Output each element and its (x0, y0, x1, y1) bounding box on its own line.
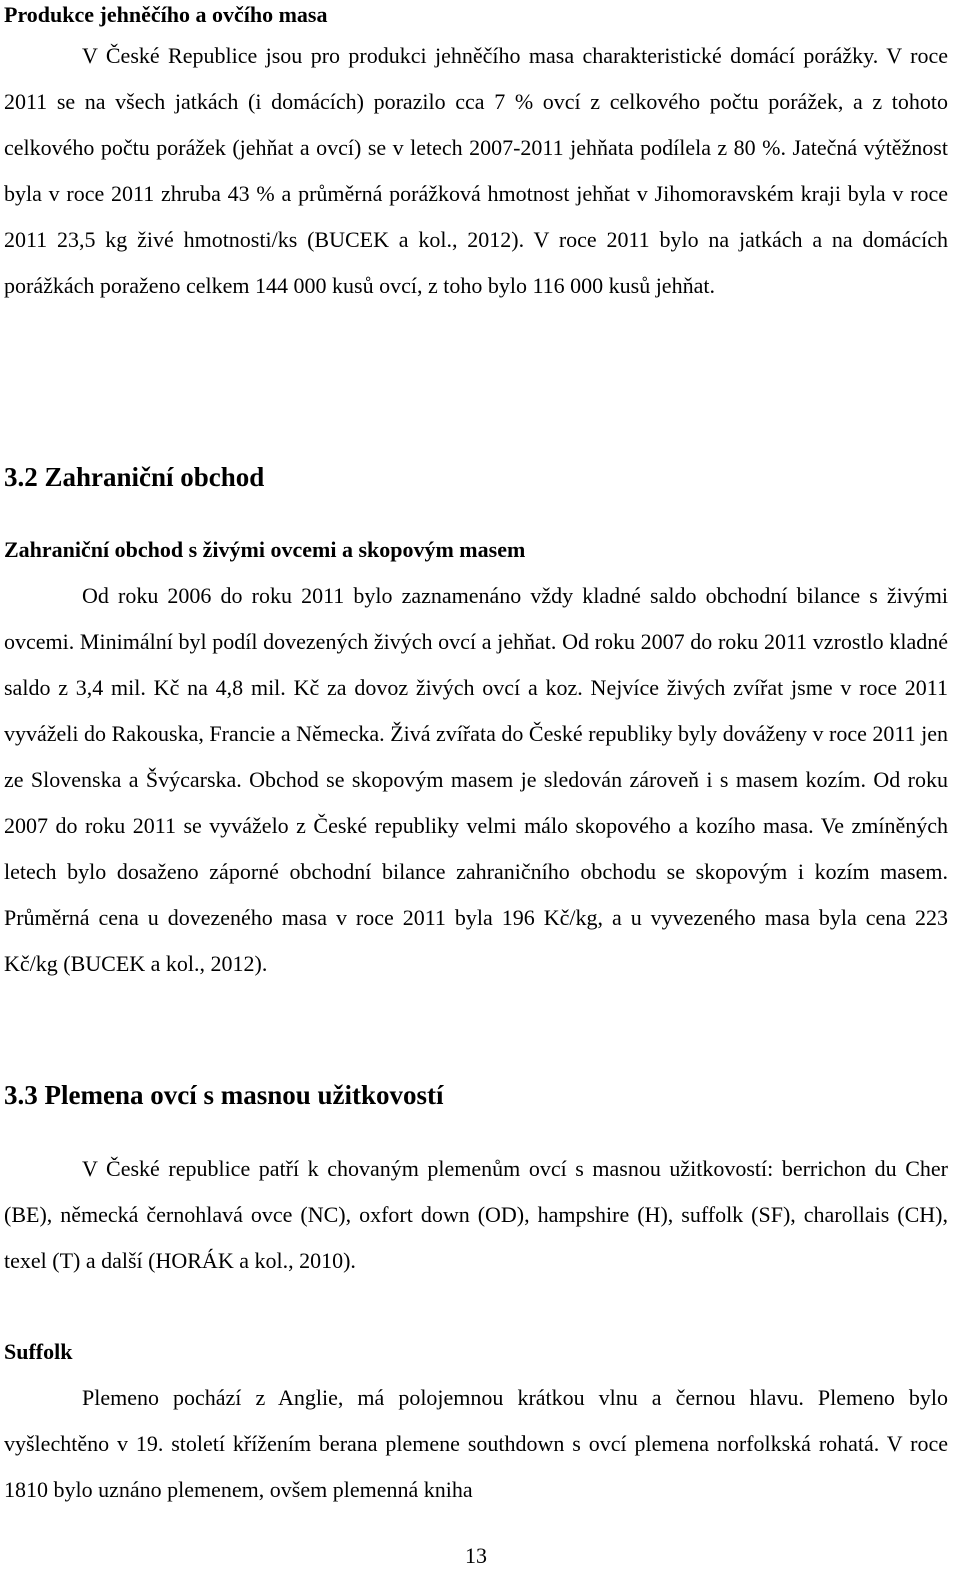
page-number: 13 (465, 1543, 487, 1568)
paragraph-meat-breeds: V České republice patří k chovaným plemenům ovcí s masnou užitkovostí: berrichon du Cher (BE), německá černohlavá ovce (NC), oxfort down (OD), hampshire (H), suffolk (SF), charollais (CH), texel (T) a další (HORÁK a kol., 2010). (4, 1156, 948, 1273)
section-heading-meat-breeds: 3.3 Plemena ovcí s masnou užitkovostí (4, 1080, 444, 1110)
paragraph-foreign-trade: Od roku 2006 do roku 2011 bylo zaznamenáno vždy kladné saldo obchodní bilance s živými ovcemi. Minimální byl podíl dovezených živých ovcí a jehňat. Od roku 2007 do roku 2011 vzrostlo kladné saldo z 3,4 mil. Kč na 4,8 mil. Kč za dovoz živých ovcí a koz. Nejvíce živých zvířat jsme v roce 2011 vyváželi do Rakouska, Francie a Německa. Živá zvířata do České republiky byly dováženy v roce 2011 jen ze Slovenska a Švýcarska. Obchod se skopovým masem je sledován zároveň i s masem kozím. Od roku 2007 do roku 2011 se vyváželo z České republiky velmi málo skopového a kozího masa. Ve zmíněných letech bylo dosaženo záporné obchodní bilance zahraničního obchodu se skopovým i kozím masem. Průměrná cena u dovezeného masa v roce 2011 byla 196 Kč/kg, a u vyvezeného masa byla cena 223 Kč/kg (BUCEK a kol., 2012). (4, 583, 948, 976)
subsection-heading-live-sheep-trade: Zahraniční obchod s živými ovcemi a skopovým masem (4, 537, 526, 562)
section-heading-foreign-trade: 3.2 Zahraniční obchod (4, 462, 265, 492)
paragraph-meat-production: V České Republice jsou pro produkci jehněčího masa charakteristické domácí porážky. V roce 2011 se na všech jatkách (i domácích) porazilo cca 7 % ovcí z celkového počtu porážek, a z tohoto celkového počtu porážek (jehňat a ovcí) se v letech 2007-2011 jehňata podílela z 80 %. Jatečná výtěžnost byla v roce 2011 zhruba 43 % a průměrná porážková hmotnost jehňat v Jihomoravském kraji byla v roce 2011 23,5 kg živé hmotnosti/ks (BUCEK a kol., 2012). V roce 2011 bylo na jatkách a na domácích porážkách poraženo celkem 144 000 kusů ovcí, z toho bylo 116 000 kusů jehňat. (4, 43, 948, 298)
paragraph-suffolk: Plemeno pochází z Anglie, má polojemnou krátkou vlnu a černou hlavu. Plemeno bylo vyšlechtěno v 19. století křížením berana plemene southdown s ovcí plemena norfolkská rohatá. V roce 1810 bylo uznáno plemenem, ovšem plemenná kniha (4, 1385, 948, 1502)
section-heading-meat-production: Produkce jehněčího a ovčího masa (4, 2, 328, 27)
subsection-heading-suffolk: Suffolk (4, 1339, 73, 1364)
